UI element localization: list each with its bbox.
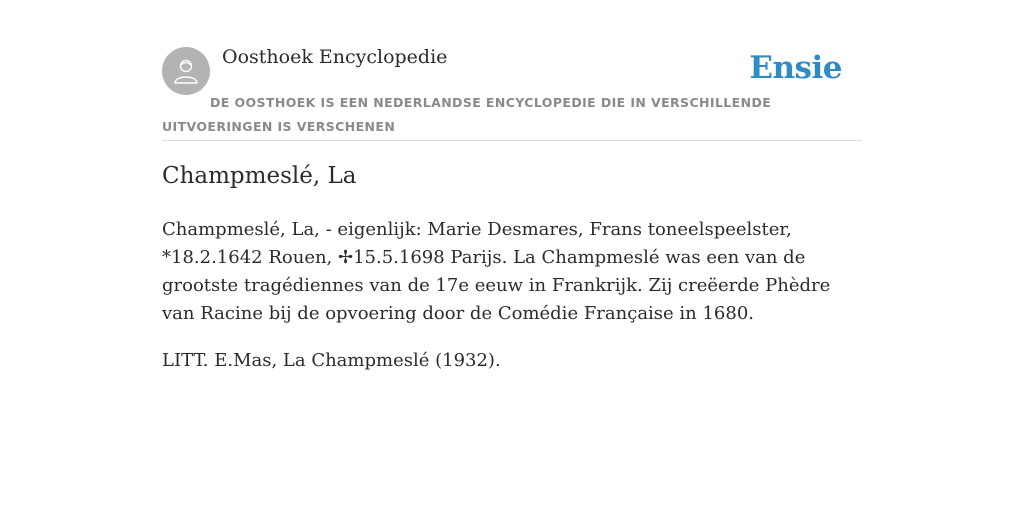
page-container <box>162 0 862 371</box>
brand-logo[interactable]: Ensie <box>749 50 842 86</box>
article-title: Champmeslé, La <box>162 163 357 189</box>
user-icon <box>171 56 201 86</box>
article-literature: LITT. E.Mas, La Champmeslé (1932). <box>162 350 501 371</box>
author-avatar[interactable] <box>162 47 210 95</box>
author-tagline: DE OOSTHOEK IS EEN NEDERLANDSE ENCYCLOPEDIE DIE IN VERSCHILLENDE UITVOERINGEN IS VERSCHENEN <box>162 95 772 134</box>
page-header <box>162 0 862 141</box>
article-body: Champmeslé, La, - eigenlijk: Marie Desmares, Frans toneelspeelster, *18.2.1642 Rouen, ✢15.5.1698 Parijs. La Champmeslé was een van de grootste tragédiennes van de 17e eeuw in Frankrijk. Zij creëerde Phèdre van Racine bij de opvoering door de Comédie Française in 1680. <box>162 219 831 324</box>
author-name[interactable]: Oosthoek Encyclopedie <box>222 46 448 68</box>
